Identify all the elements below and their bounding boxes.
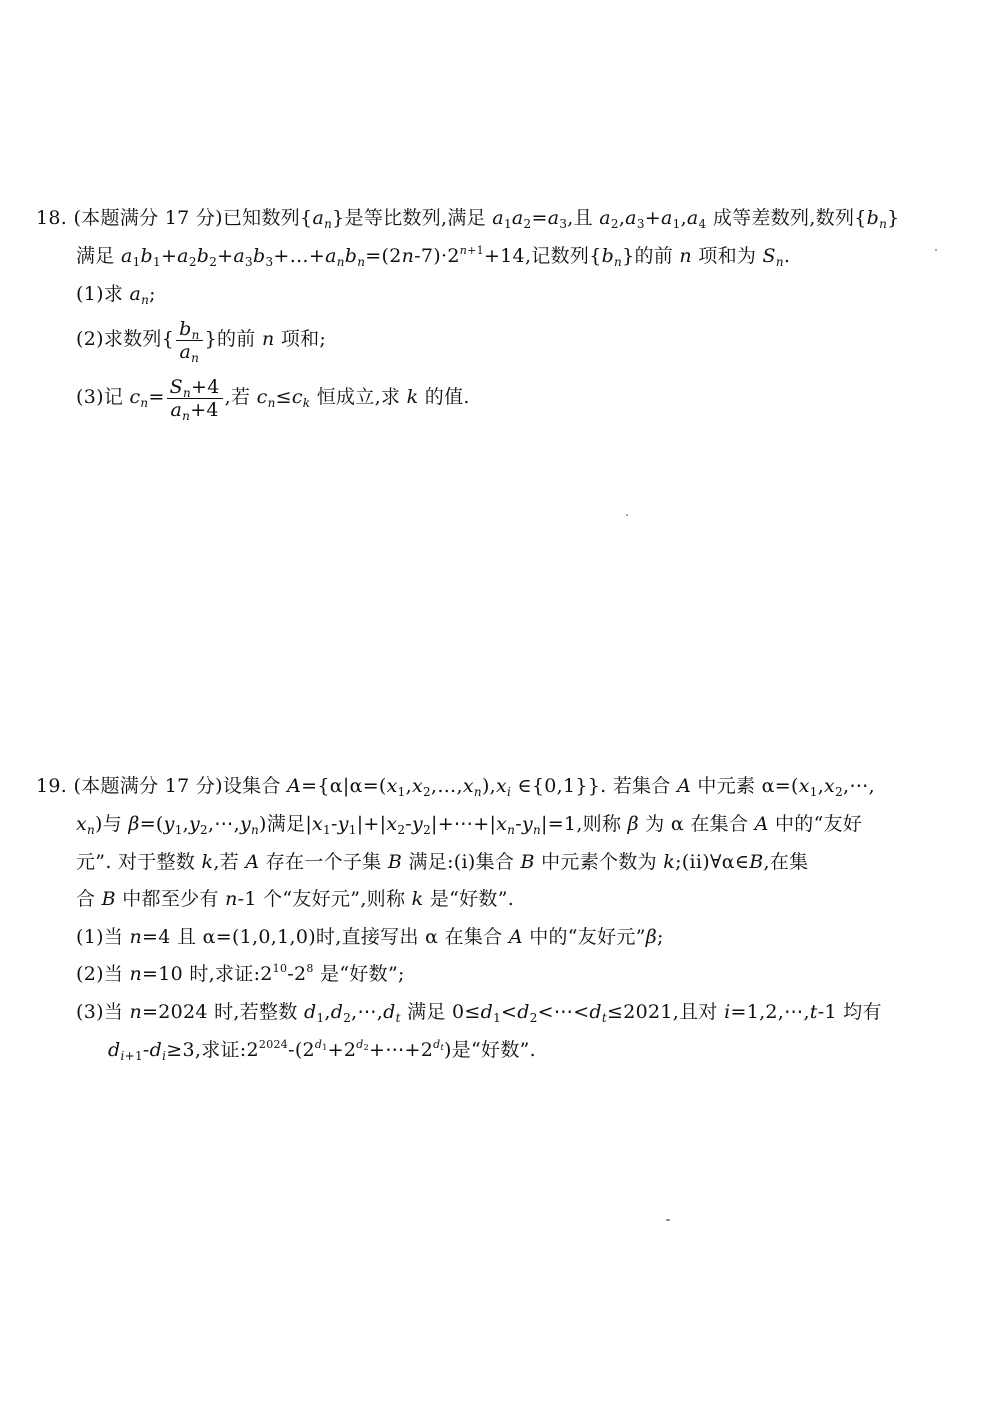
q19-part-2: (2)当 n=10 时,求证$:2^{10}-2^8$ 是“好数”; bbox=[76, 962, 405, 985]
q19-number: 19. bbox=[36, 775, 68, 797]
q19-line-2: $x_n$)与 $\beta=(y_1,y_2,\cdots,y_n)$满足$|x_1-y_1|+|x_2-y_2|+\cdots+|x_n-y_n|=1$,则称 β 为 α 在集合 A 中的“友好 bbox=[76, 813, 863, 837]
q19-line-3: 元”. 对于整数 k,若 A 存在一个子集 B 满足:(i)集合 B 中元素个数为 k;(ii)∀α∈B,在集 bbox=[76, 851, 809, 873]
q19-points: (本题满分 17 分) bbox=[73, 775, 223, 797]
q18-line-1: 18. (本题满分 17 分)已知数列$\{a_n\}$是等比数列,满足 $a_1a_2=a_3$,且 $a_2,a_3+a_1,a_4$ 成等差数列,数列$\{b_n\}$ bbox=[36, 207, 900, 231]
q19-part-3-continued: $d_{i+1}-d_i\ge 3$,求证$:2^{2024}-(2^{d_1}+2^{d_2}+\cdots+2^{d_t})$是“好数”. bbox=[108, 1038, 536, 1063]
scan-speck bbox=[666, 1219, 670, 1221]
q18-points: (本题满分 17 分) bbox=[73, 207, 223, 229]
scan-speck bbox=[935, 249, 937, 251]
q18-line-2: 满足 $a_1b_1+a_2b_2+a_3b_3+\dots+a_nb_n=(2n-7)\cdot 2^{n+1}+14$,记数列$\{b_n\}$的前 n 项和为 $S_n$. bbox=[76, 244, 791, 269]
q18-number: 18. bbox=[36, 207, 68, 229]
q18-part-2: (2)求数列{ $\frac{b_n}{a_n}$ }的前 n 项和; bbox=[76, 317, 327, 365]
q19-line-4: 合 B 中都至少有 n-1 个“友好元”,则称 k 是“好数”. bbox=[76, 888, 515, 910]
q18-part-1: (1)求 $a_n$; bbox=[76, 283, 156, 307]
q18-part-3: (3)记 $c_n=$ $\frac{S_n+4}{a_n+4}$ ,若 $c_n\le c_k$ 恒成立,求 k 的值. bbox=[76, 375, 470, 423]
fraction-sn-over-an: $\frac{S_n+4}{a_n+4}$ bbox=[167, 377, 223, 420]
scan-speck bbox=[626, 514, 628, 516]
q19-part-3: (3)当 n=2024 时,若整数 $d_1,d_2,\cdots,d_t$ 满足 $0\le d_1<d_2<\cdots<d_t\le 2021$,且对 i=1,2,⋯,t-1 均有 bbox=[76, 1001, 882, 1025]
q19-line-1: 19. (本题满分 17 分)设集合 $A=\{\alpha|\alpha=(x_1,x_2,\dots,x_n),x_i$ ∈{0,1}}. 若集合 A 中元素 $\alpha=(x_1,x_2,\cdots$, bbox=[36, 775, 875, 799]
q19-part-1: (1)当 n=4 且 α=(1,0,1,0)时,直接写出 α 在集合 A 中的“友好元”β; bbox=[76, 926, 664, 948]
fraction-bn-over-an: $\frac{b_n}{a_n}$ bbox=[176, 319, 203, 362]
